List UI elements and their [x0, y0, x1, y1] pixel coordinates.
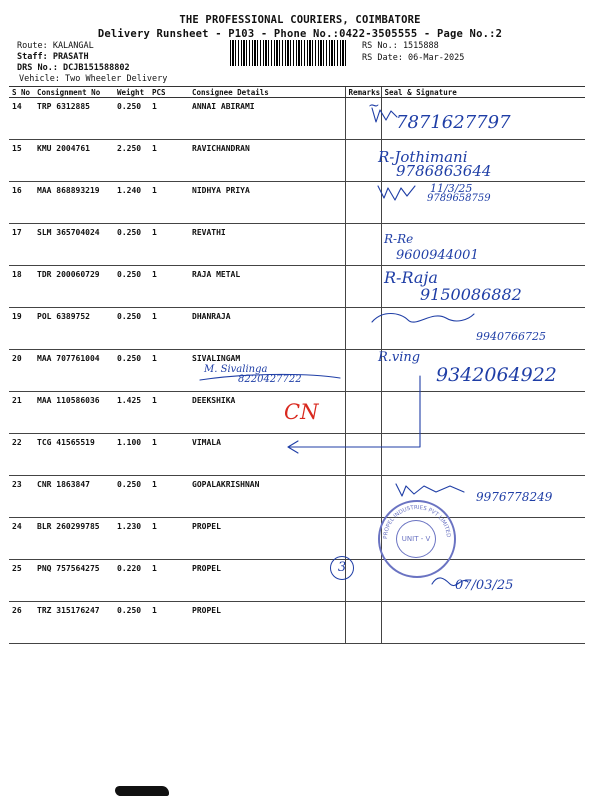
cell-consignment: TCG 41565519 — [34, 434, 114, 476]
handwritten-cn-mark: CN — [284, 400, 319, 424]
cell-consignee: DEEKSHIKA — [189, 392, 345, 434]
cell-weight: 0.250 — [114, 266, 149, 308]
company-title: THE PROFESSIONAL COURIERS, COIMBATORE — [179, 14, 421, 26]
company-stamp — [378, 500, 456, 578]
staff: Staff: PRASATH — [17, 52, 89, 62]
cell-consignee: PROPEL — [189, 518, 345, 560]
col-remarks: Remarks — [345, 87, 381, 98]
cell-consignment: TRZ 315176247 — [34, 602, 114, 644]
cell-pcs: 1 — [149, 98, 189, 140]
cell-pcs: 1 — [149, 350, 189, 392]
cell-weight: 0.250 — [114, 476, 149, 518]
signature-stroke-23 — [396, 484, 464, 496]
cell-consignment: MAA 110586036 — [34, 392, 114, 434]
cell-consignment: BLR 260299785 — [34, 518, 114, 560]
cell-consignment: PNQ 757564275 — [34, 560, 114, 602]
runsheet-subtitle: Delivery Runsheet - P103 - Phone No.:0422-3505555 - Page No.:2 — [97, 28, 503, 40]
col-pcs: PCS — [149, 87, 189, 98]
handwritten-note-name-20: M. Sivalinga — [204, 364, 268, 375]
underline-note-20 — [200, 374, 340, 380]
col-consignee: Consignee Details — [189, 87, 345, 98]
handwritten-name-17: R-Re — [384, 232, 414, 246]
signature-stroke-14 — [372, 108, 397, 122]
drs-number: DRS No.: DCJB151588802 — [17, 63, 130, 73]
ink-mark — [115, 786, 169, 796]
cell-weight: 2.250 — [114, 140, 149, 182]
handwritten-phone-18: 9150086882 — [420, 285, 522, 304]
cell-consignment: TRP 6312885 — [34, 98, 114, 140]
cell-consignee: REVATHI — [189, 224, 345, 266]
cell-consignee: NIDHYA PRIYA — [189, 182, 345, 224]
cell-consignment: TDR 200060729 — [34, 266, 114, 308]
rs-date: RS Date: 06-Mar-2025 — [362, 53, 465, 63]
cell-consignee: SIVALINGAM — [189, 350, 345, 392]
signature-stroke-16 — [378, 186, 415, 200]
cell-sno: 19 — [9, 308, 34, 350]
cell-sno: 26 — [9, 602, 34, 644]
cell-sno: 15 — [9, 140, 34, 182]
cell-weight: 1.240 — [114, 182, 149, 224]
handwritten-name-18: R-Raja — [384, 268, 438, 287]
cell-pcs: 1 — [149, 266, 189, 308]
cell-sno: 23 — [9, 476, 34, 518]
vehicle: Vehicle: Two Wheeler Delivery — [19, 74, 168, 84]
route: Route: KALANGAL — [17, 41, 94, 51]
cell-consignee: VIMALA — [189, 434, 345, 476]
cell-consignment: POL 6389752 — [34, 308, 114, 350]
cell-pcs: 1 — [149, 434, 189, 476]
col-sno: S No — [9, 87, 34, 98]
cell-weight: 1.425 — [114, 392, 149, 434]
cell-pcs: 1 — [149, 476, 189, 518]
cell-sno: 14 — [9, 98, 34, 140]
signature-row-14: ~ — [368, 98, 380, 114]
handwritten-date-26: 07/03/25 — [455, 578, 514, 593]
stamp-ring — [380, 502, 454, 576]
cell-consignment: MAA 868893219 — [34, 182, 114, 224]
cell-weight: 0.250 — [114, 602, 149, 644]
cell-consignee: PROPEL — [189, 560, 345, 602]
cell-pcs: 1 — [149, 518, 189, 560]
cell-sno: 22 — [9, 434, 34, 476]
cell-pcs: 1 — [149, 140, 189, 182]
cell-pcs: 1 — [149, 308, 189, 350]
col-consignment: Consignment No — [34, 87, 114, 98]
signature-stroke-19 — [372, 314, 474, 323]
cell-pcs: 1 — [149, 602, 189, 644]
cell-weight: 0.250 — [114, 224, 149, 266]
cell-sno: 18 — [9, 266, 34, 308]
stamp-ring-text: PROPEL INDUSTRIES PVT LIMITED — [382, 504, 452, 540]
signature-stroke-26 — [432, 578, 468, 586]
cell-consignment: CNR 1863847 — [34, 476, 114, 518]
cell-sno: 20 — [9, 350, 34, 392]
cell-sno: 16 — [9, 182, 34, 224]
cell-weight: 0.250 — [114, 350, 149, 392]
stamp-center-text: UNIT - V — [396, 520, 436, 558]
handwritten-phone-14: 7871627797 — [396, 112, 511, 133]
cell-consignment: KMU 2004761 — [34, 140, 114, 182]
cell-sno: 21 — [9, 392, 34, 434]
cell-sno: 25 — [9, 560, 34, 602]
handwritten-phone-16: 9789658759 — [427, 193, 491, 204]
cell-consignee: ANNAI ABIRAMI — [189, 98, 345, 140]
cell-pcs: 1 — [149, 560, 189, 602]
handwritten-note-phone-20: 8220427722 — [238, 374, 302, 385]
arrow-line — [288, 376, 420, 447]
cell-consignee: DHANRAJA — [189, 308, 345, 350]
cell-weight: 1.230 — [114, 518, 149, 560]
cell-sno: 17 — [9, 224, 34, 266]
handwritten-name-15: R-Jothimani — [378, 148, 468, 166]
cell-consignee: GOPALAKRISHNAN — [189, 476, 345, 518]
cell-weight: 0.220 — [114, 560, 149, 602]
handwritten-phone-15: 9786863644 — [396, 162, 492, 180]
handwritten-phone-23: 9976778249 — [476, 490, 553, 504]
cell-consignee: RAVICHANDRAN — [189, 140, 345, 182]
cell-pcs: 1 — [149, 224, 189, 266]
cell-weight: 0.250 — [114, 308, 149, 350]
cell-consignment: SLM 365704024 — [34, 224, 114, 266]
cell-consignee: RAJA METAL — [189, 266, 345, 308]
cell-sno: 24 — [9, 518, 34, 560]
cell-consignee: PROPEL — [189, 602, 345, 644]
handwritten-phone-17: 9600944001 — [396, 248, 479, 263]
handwritten-phone-19: 9940766725 — [476, 330, 546, 343]
handwritten-phone-20: 9342064922 — [436, 364, 557, 386]
handwritten-name-20: R.ving — [378, 350, 421, 365]
cell-weight: 1.100 — [114, 434, 149, 476]
cell-pcs: 1 — [149, 182, 189, 224]
handwritten-date-16: 11/3/25 — [430, 182, 473, 195]
col-seal: Seal & Signature — [381, 87, 585, 98]
cell-pcs: 1 — [149, 392, 189, 434]
cell-weight: 0.250 — [114, 98, 149, 140]
rs-number: RS No.: 1515888 — [362, 41, 439, 51]
svg-text:PROPEL INDUSTRIES PVT LIMITED — [383, 505, 451, 539]
handwritten-circle-25: 3 — [330, 556, 354, 580]
cell-consignment: MAA 707761004 — [34, 350, 114, 392]
col-weight: Weight — [114, 87, 149, 98]
